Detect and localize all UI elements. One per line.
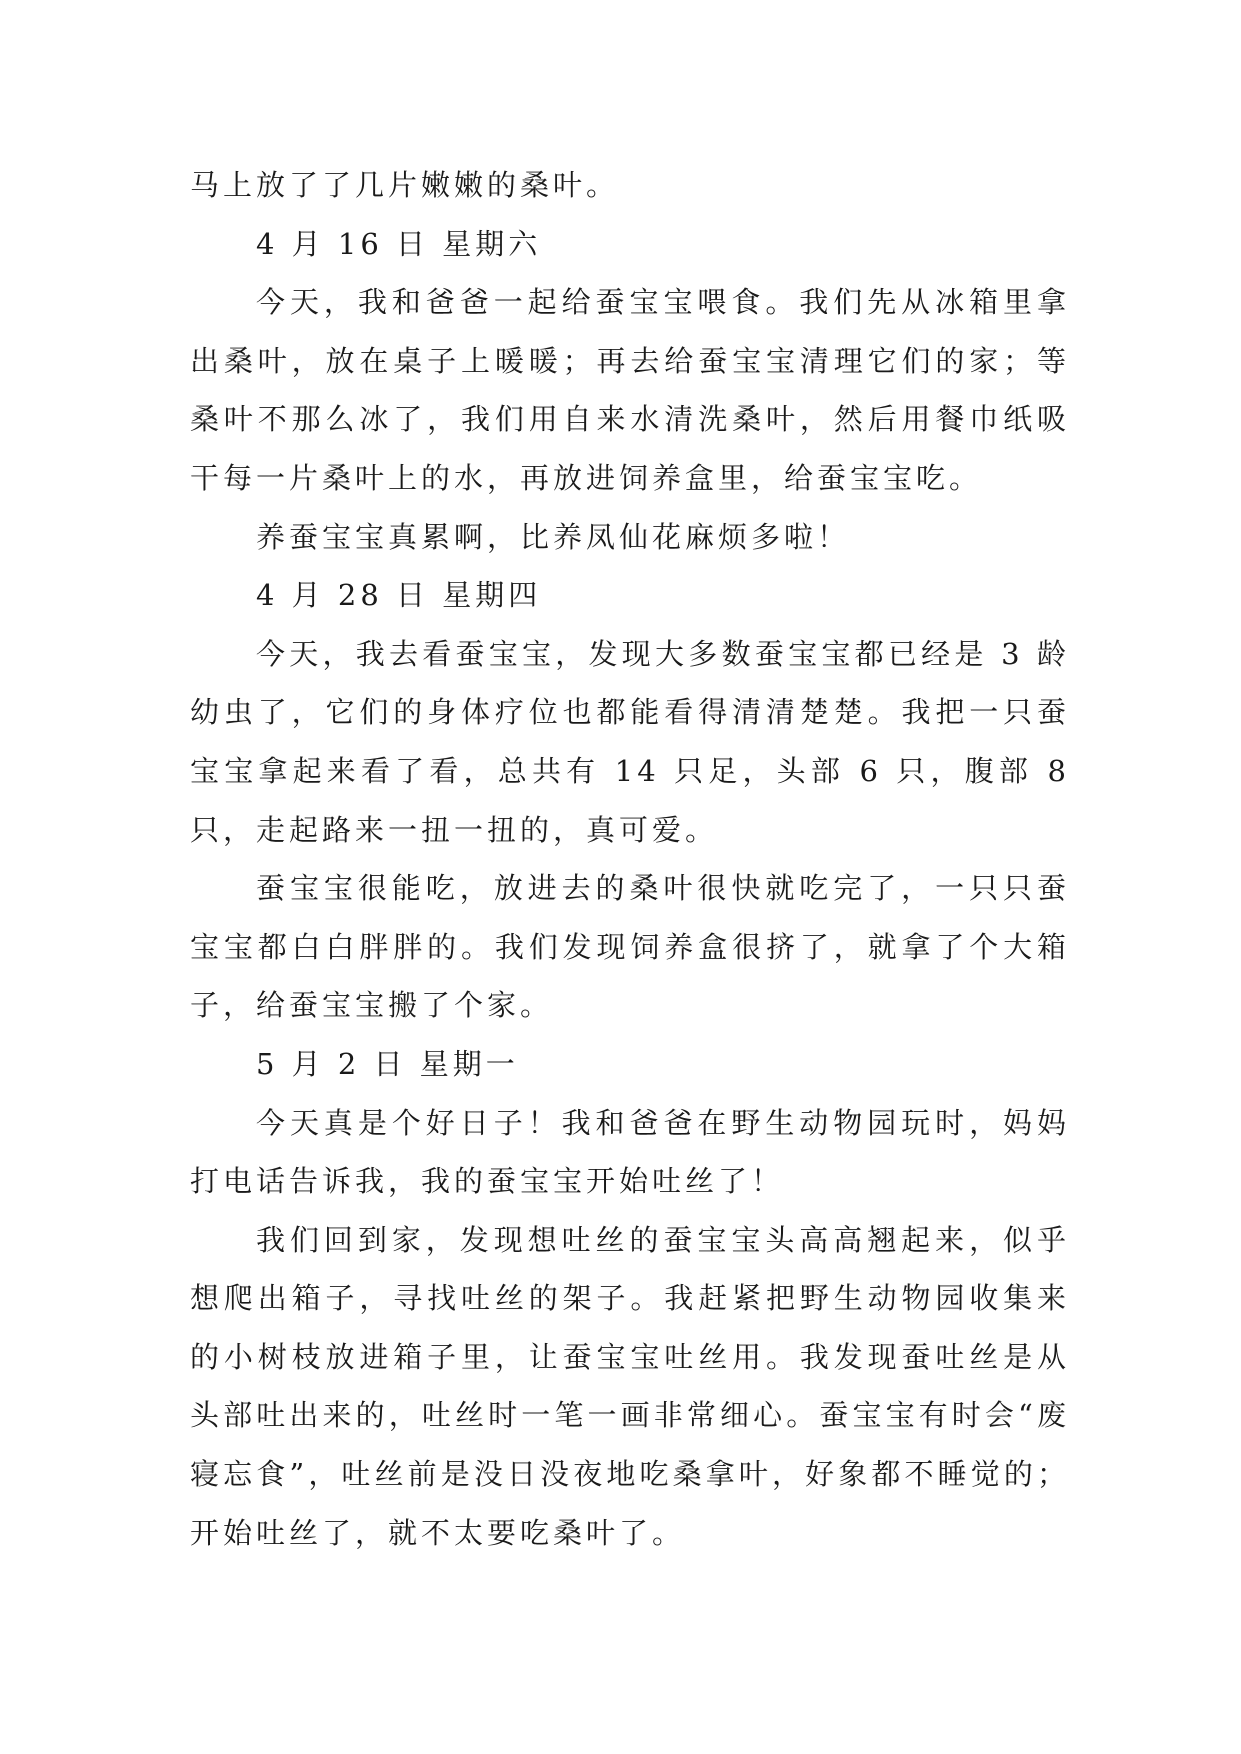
paragraph-spinning-detail: 我们回到家，发现想吐丝的蚕宝宝头高高翘起来，似乎想爬出箱子，寻找吐丝的架子。我赶紧把野生动物园收集来的小树枝放进箱子里，让蚕宝宝吐丝用。我发现蚕吐丝是从头部吐出来的，吐丝时一笔一画非常细心。蚕宝宝有时会“废寝忘食”，吐丝前是没日没夜地吃桑拿叶，好象都不睡觉的；开始吐丝了，就不太要吃桑叶了。 <box>190 1222 1070 1550</box>
paragraph-spinning-news: 今天真是个好日子！我和爸爸在野生动物园玩时，妈妈打电话告诉我，我的蚕宝宝开始吐丝了！ <box>190 1105 1070 1199</box>
diary-date-may-2: 5 月 2 日 星期一 <box>256 1046 519 1081</box>
paragraph-feeding: 今天，我和爸爸一起给蚕宝宝喂食。我们先从冰箱里拿出桑叶，放在桌子上暖暖；再去给蚕宝宝清理它们的家；等桑叶不那么冰了，我们用自来水清洗桑叶，然后用餐巾纸吸干每一片桑叶上的水，再放进饲养盒里，给蚕宝宝吃。 <box>190 285 1070 495</box>
diary-date-apr-28: 4 月 28 日 星期四 <box>256 578 542 613</box>
paragraph-continuation: 马上放了了几片嫩嫩的桑叶。 <box>190 168 620 202</box>
diary-date-apr-16: 4 月 16 日 星期六 <box>256 226 542 261</box>
paragraph-new-box: 蚕宝宝很能吃，放进去的桑叶很快就吃完了，一只只蚕宝宝都白白胖胖的。我们发现饲养盒很挤了，就拿了个大箱子，给蚕宝宝搬了个家。 <box>190 871 1070 1023</box>
paragraph-larvae: 今天，我去看蚕宝宝，发现大多数蚕宝宝都已经是 3 龄幼虫了，它们的身体疗位也都能看得清清楚楚。我把一只蚕宝宝拿起来看了看，总共有 14 只足，头部 6 只，腹部 8 只，走起路来一扭一扭的，真可爱。 <box>190 636 1070 847</box>
document-body <box>190 156 1070 1562</box>
paragraph-tired: 养蚕宝宝真累啊，比养凤仙花麻烦多啦！ <box>256 519 851 554</box>
